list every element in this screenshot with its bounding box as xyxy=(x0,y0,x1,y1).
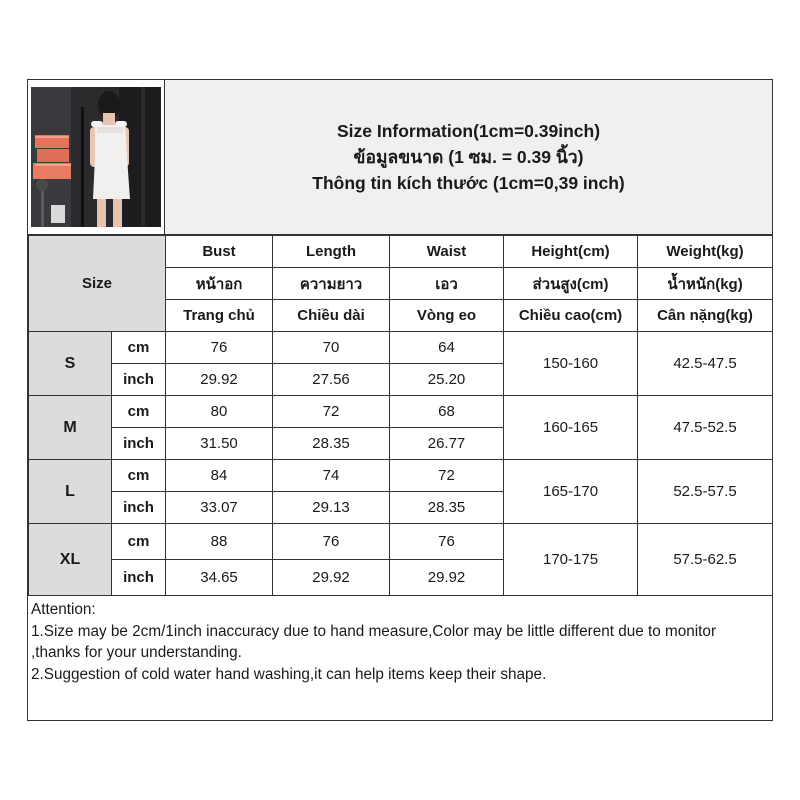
table-row xyxy=(29,460,773,492)
col-bust-th: หน้าอก xyxy=(166,268,273,300)
waist-inch: 26.77 xyxy=(390,428,504,460)
notes-heading: Attention: xyxy=(31,601,96,618)
unit-inch: inch xyxy=(112,492,166,524)
col-weight-vi: Cân nặng(kg) xyxy=(638,300,773,332)
length-inch: 27.56 xyxy=(273,364,390,396)
bust-inch: 34.65 xyxy=(166,560,273,596)
size-table xyxy=(28,235,773,596)
dress-photo-image xyxy=(31,87,161,227)
weight-range: 52.5-57.5 xyxy=(638,460,773,524)
unit-inch: inch xyxy=(112,364,166,396)
unit-cm: cm xyxy=(112,396,166,428)
col-height-en: Height(cm) xyxy=(504,236,638,268)
size-header: Size xyxy=(29,236,166,332)
bust-inch: 29.92 xyxy=(166,364,273,396)
title-thai: ข้อมูลขนาด (1 ซม. = 0.39 นิ้ว) xyxy=(353,147,584,167)
waist-cm: 72 xyxy=(390,460,504,492)
waist-inch: 29.92 xyxy=(390,560,504,596)
length-cm: 74 xyxy=(273,460,390,492)
col-waist-en: Waist xyxy=(390,236,504,268)
height-range: 160-165 xyxy=(504,396,638,460)
col-weight-en: Weight(kg) xyxy=(638,236,773,268)
size-cell: S xyxy=(29,332,112,396)
col-weight-th: น้ำหนัก(kg) xyxy=(638,268,773,300)
height-range: 170-175 xyxy=(504,524,638,596)
title-vietnamese: Thông tin kích thước (1cm=0,39 inch) xyxy=(312,173,625,193)
size-cell: XL xyxy=(29,524,112,596)
size-cell: M xyxy=(29,396,112,460)
table-row xyxy=(29,332,773,364)
col-waist-th: เอว xyxy=(390,268,504,300)
length-inch: 29.92 xyxy=(273,560,390,596)
length-inch: 29.13 xyxy=(273,492,390,524)
weight-range: 47.5-52.5 xyxy=(638,396,773,460)
height-range: 150-160 xyxy=(504,332,638,396)
col-length-en: Length xyxy=(273,236,390,268)
waist-inch: 25.20 xyxy=(390,364,504,396)
bust-cm: 76 xyxy=(166,332,273,364)
col-length-vi: Chiều dài xyxy=(273,300,390,332)
col-length-th: ความยาว xyxy=(273,268,390,300)
unit-cm: cm xyxy=(112,524,166,560)
length-cm: 72 xyxy=(273,396,390,428)
bust-inch: 31.50 xyxy=(166,428,273,460)
product-photo xyxy=(28,80,165,235)
height-range: 165-170 xyxy=(504,460,638,524)
attention-notes xyxy=(31,599,766,685)
size-cell: L xyxy=(29,460,112,524)
col-height-th: ส่วนสูง(cm) xyxy=(504,268,638,300)
unit-inch: inch xyxy=(112,428,166,460)
bust-cm: 88 xyxy=(166,524,273,560)
note-line-2: 2.Suggestion of cold water hand washing,it can help items keep their shape. xyxy=(31,665,547,683)
length-inch: 28.35 xyxy=(273,428,390,460)
bust-cm: 80 xyxy=(166,396,273,428)
waist-cm: 64 xyxy=(390,332,504,364)
table-row xyxy=(29,396,773,428)
col-bust-vi: Trang chủ xyxy=(166,300,273,332)
unit-inch: inch xyxy=(112,560,166,596)
size-chart-sheet xyxy=(27,79,773,721)
col-bust-en: Bust xyxy=(166,236,273,268)
length-cm: 76 xyxy=(273,524,390,560)
col-waist-vi: Vòng eo xyxy=(390,300,504,332)
note-line-1: 1.Size may be 2cm/1inch inaccuracy due to hand measure,Color may be little different due to monitor ,thanks for your understanding. xyxy=(31,622,717,661)
bust-cm: 84 xyxy=(166,460,273,492)
bust-inch: 33.07 xyxy=(166,492,273,524)
weight-range: 42.5-47.5 xyxy=(638,332,773,396)
waist-inch: 28.35 xyxy=(390,492,504,524)
unit-cm: cm xyxy=(112,332,166,364)
size-info-title xyxy=(165,80,772,235)
unit-cm: cm xyxy=(112,460,166,492)
weight-range: 57.5-62.5 xyxy=(638,524,773,596)
col-height-vi: Chiều cao(cm) xyxy=(504,300,638,332)
waist-cm: 76 xyxy=(390,524,504,560)
length-cm: 70 xyxy=(273,332,390,364)
waist-cm: 68 xyxy=(390,396,504,428)
table-row xyxy=(29,524,773,560)
title-english: Size Information(1cm=0.39inch) xyxy=(336,121,601,141)
